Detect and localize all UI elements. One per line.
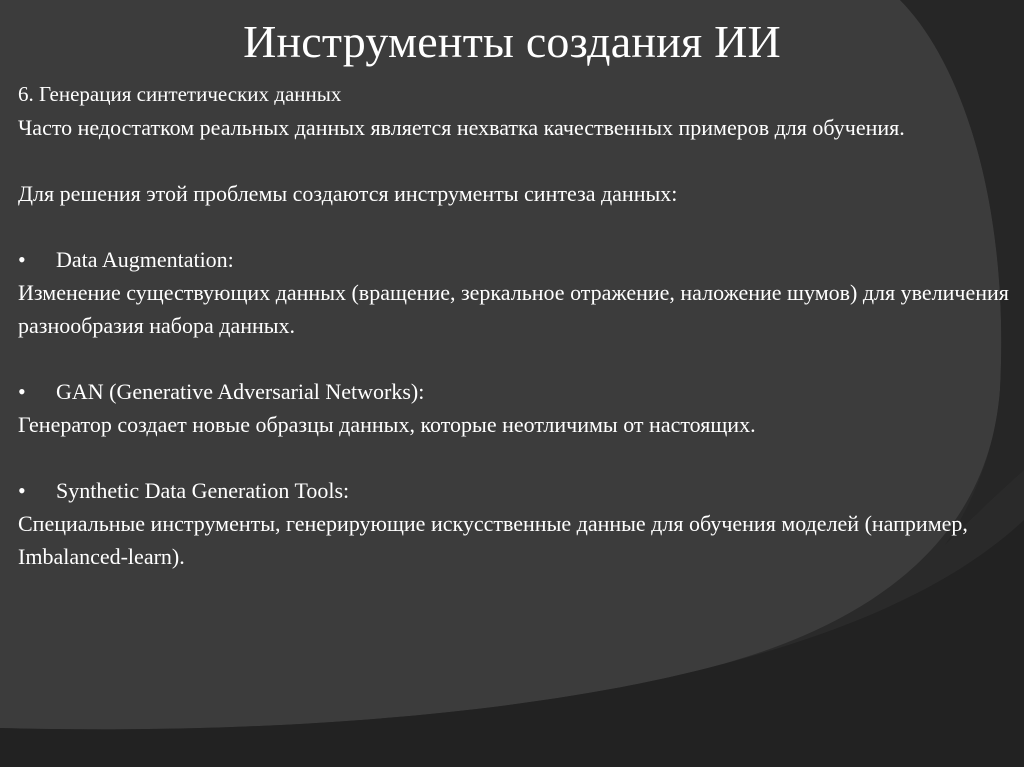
list-item [18,375,1018,441]
list-item [18,243,1018,342]
item-name: Synthetic Data Generation Tools: [56,478,350,503]
slide-content [18,78,1018,573]
bullet-icon: • [18,247,26,272]
section-heading: 6. Генерация синтетических данных [18,82,342,106]
bullet-icon: • [18,478,26,503]
lead-paragraph: Для решения этой проблемы создаются инструменты синтеза данных: [18,181,678,206]
spacer [18,144,1018,177]
item-description: Изменение существующих данных (вращение, зеркальное отражение, наложение шумов) для увеличения разнообразия набора данных. [18,280,1009,338]
intro-paragraph: Часто недостатком реальных данных является нехватка качественных примеров для обучения. [18,115,905,140]
item-description: Специальные инструменты, генерирующие искусственные данные для обучения моделей (например, Imbalanced-learn). [18,511,968,569]
spacer [18,210,1018,243]
bullet-line [18,375,1018,408]
list-item [18,474,1018,573]
item-name: Data Augmentation: [56,247,234,272]
spacer [18,441,1018,474]
item-description: Генератор создает новые образцы данных, которые неотличимы от настоящих. [18,412,756,437]
bullet-icon: • [18,379,26,404]
bullet-line [18,474,1018,507]
spacer [18,342,1018,375]
slide-title: Инструменты создания ИИ [243,16,781,67]
item-name: GAN (Generative Adversarial Networks): [56,379,425,404]
bullet-line [18,243,1018,276]
